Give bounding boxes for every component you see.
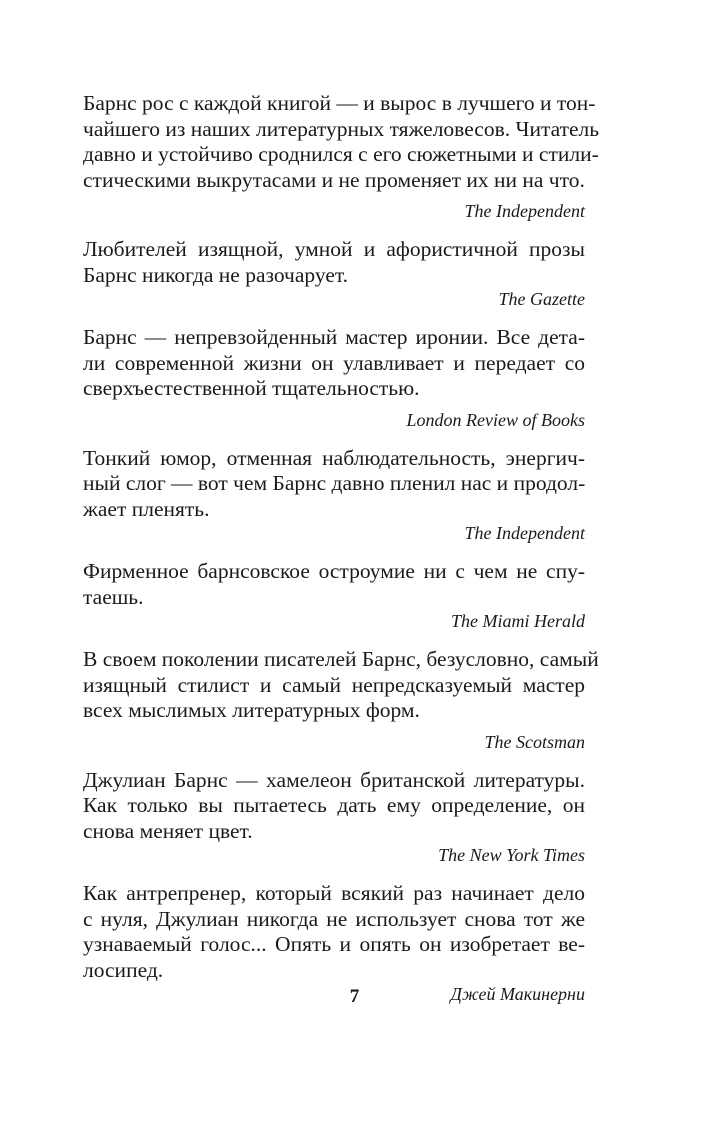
- page-content: [83, 91, 600, 1020]
- quote-line: Как антрепренер, который всякий раз начинает дело: [83, 881, 585, 905]
- quote-line: чайшего из наших литературных тяжеловесов. Читатель: [83, 116, 600, 141]
- quote-line: давно и устойчиво сроднился с его сюжетными и стили-: [83, 142, 599, 166]
- quote-line: ный слог — вот чем Барнс давно пленил нас и продол-: [83, 471, 586, 495]
- quote-line: В своем поколении писателей Барнс, безусловно, самый: [83, 647, 599, 671]
- quote-block: [83, 446, 585, 545]
- quote-source: The Gazette: [498, 289, 585, 309]
- quote-line: таешь.: [83, 584, 144, 609]
- quote-source: The Miami Herald: [451, 611, 585, 631]
- quote-block: [83, 768, 585, 867]
- quote-line: изящный стилист и самый непредсказуемый мастер: [83, 672, 585, 697]
- quote-line: всех мыслимых литературных форм.: [83, 698, 420, 722]
- quote-line: Барнс рос с каждой книгой — и вырос в лучшего и тон-: [83, 91, 596, 115]
- quote-block: [83, 237, 585, 310]
- quote-line: Барнс — непревзойденный мастер иронии. Все дета-: [83, 325, 585, 349]
- quote-line: снова меняет цвет.: [83, 818, 253, 843]
- quote-line: Джулиан Барнс — хамелеон британской литературы.: [83, 767, 585, 792]
- quote-line: узнаваемый голос... Опять и опять он изобретает ве-: [83, 932, 585, 956]
- quote-line: Фирменное барнсовское остроумие ни с чем не спу-: [83, 559, 585, 583]
- quote-line: с нуля, Джулиан никогда не использует снова тот же: [83, 906, 585, 931]
- quote-block: [83, 91, 600, 222]
- quote-line: ли современной жизни он улавливает и передает со: [83, 350, 585, 375]
- quote-line: Любителей изящной, умной и афористичной прозы: [83, 237, 585, 261]
- quote-line: стическими выкрутасами и не променяет их ни на что.: [83, 167, 585, 192]
- quote-line: Барнс никогда не разочарует.: [83, 262, 349, 287]
- quote-block: [83, 325, 585, 431]
- page-number: 7: [349, 986, 360, 1007]
- quote-line: Тонкий юмор, отменная наблюдательность, энергич-: [83, 445, 585, 470]
- quote-block: [83, 647, 599, 753]
- quote-source: The Independent: [464, 523, 585, 543]
- quote-line: Как только вы пытаетесь дать ему определение, он: [83, 793, 585, 817]
- quote-source: The Scotsman: [484, 731, 585, 752]
- quote-source: The Independent: [464, 201, 585, 221]
- quote-source: London Review of Books: [406, 409, 585, 430]
- quote-line: лосипед.: [83, 957, 164, 982]
- quote-line: жает пленять.: [83, 496, 210, 521]
- quote-source: The New York Times: [438, 845, 585, 865]
- quote-block: [83, 559, 585, 632]
- quote-source: Джей Макинерни: [450, 984, 585, 1004]
- quote-line: сверхъестественной тщательностью.: [83, 376, 420, 400]
